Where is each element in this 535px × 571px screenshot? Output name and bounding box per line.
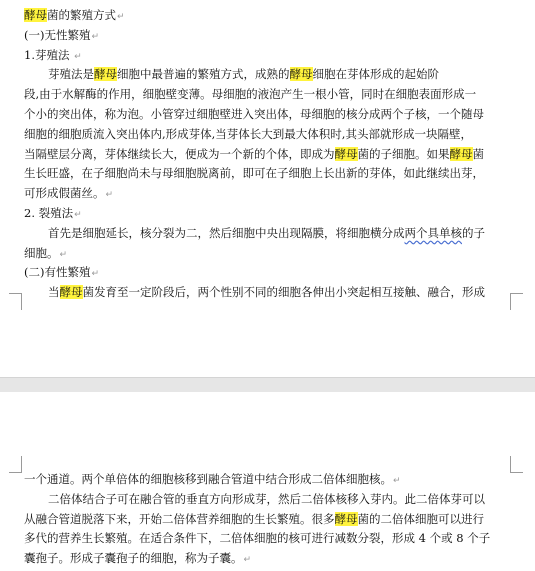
budding-line-4	[24, 125, 512, 145]
document-title	[24, 6, 512, 26]
p2-line-1	[24, 470, 512, 490]
grammar-underline-text[interactable]: 两个具单核	[404, 225, 462, 240]
highlight-yeast: 酵母	[334, 146, 358, 161]
text-run: 菌发育至一定阶段后，两个性别不同的细胞各伸出小突起相互接触、融合，形成	[82, 285, 485, 300]
budding-line-7	[24, 184, 512, 204]
budding-line-6	[24, 164, 512, 184]
text-run: 多代的营养生长繁殖。在适合条件下，二倍体细胞的核可进行减数分裂，形成 4 个或 8 个子	[24, 531, 491, 546]
paragraph-mark: ↵	[59, 249, 68, 260]
text-run: 囊孢子。形成子囊孢子的细胞，称为子囊。	[24, 551, 243, 566]
heading-fission	[24, 204, 512, 224]
p2-line-3	[24, 510, 512, 530]
paragraph-mark: ↵	[91, 269, 100, 280]
text-run: 生长旺盛，在子细胞尚未与母细胞脱离前，即可在子细胞上长出新的芽体，如此继续出芽，	[24, 166, 484, 181]
section-label: (一)无性繁殖	[24, 27, 91, 42]
budding-line-3	[24, 105, 512, 125]
heading-label: 1.芽殖法	[24, 47, 70, 62]
p2-line-5	[24, 549, 512, 569]
p2-line-4	[24, 529, 512, 549]
text-run: 细胞。	[24, 245, 59, 260]
fission-line-1	[24, 224, 512, 244]
section-label: (二)有性繁殖	[24, 265, 91, 280]
text-run: 当隔壁层分离，芽体继续长大，便成为一个新的个体，即成为	[24, 146, 335, 161]
highlight-yeast: 酵母	[24, 8, 47, 22]
budding-line-5	[24, 145, 512, 165]
paragraph-mark: ↵	[74, 209, 82, 220]
page-1-text[interactable]	[24, 6, 512, 303]
section-heading-sexual	[24, 263, 512, 283]
budding-line-1	[24, 65, 512, 85]
text-run: 的子	[462, 225, 485, 240]
text-run: 个小的突出体，称为泡。小管穿过细胞壁进入突出体，母细胞的核分成两个子核，一个随母	[24, 106, 484, 121]
text-run: 二倍体结合子可在融合管的垂直方向形成芽，然后二倍体核移入芽内。此二倍体芽可以	[48, 491, 485, 506]
heading-budding	[24, 46, 512, 66]
page-gap	[0, 377, 535, 393]
paragraph-mark: ↵	[393, 476, 401, 486]
highlight-yeast: 酵母	[289, 67, 313, 82]
text-run: 当	[48, 285, 60, 300]
fission-line-2	[24, 244, 512, 264]
highlight-yeast: 酵母	[94, 67, 117, 82]
paragraph-mark: ↵	[117, 12, 125, 22]
sexual-line-1	[24, 283, 512, 303]
heading-label: 2. 裂殖法	[24, 205, 74, 220]
page-2-text[interactable]	[24, 470, 512, 569]
text-run: 可形成假菌丝。	[24, 186, 105, 201]
paragraph-mark: ↵	[74, 51, 82, 62]
text-run: 从融合管道脱落下来，开始二倍体营养细胞的生长繁殖。很多	[24, 511, 335, 526]
highlight-yeast: 酵母	[334, 511, 358, 526]
highlight-yeast: 酵母	[449, 146, 473, 161]
text-run: 细胞在芽体形成的起始阶	[312, 67, 439, 82]
paragraph-mark: ↵	[91, 31, 100, 42]
page-corner-marker	[9, 456, 22, 473]
paragraph-mark: ↵	[243, 555, 252, 566]
paragraph-mark: ↵	[105, 190, 114, 201]
text-run: 菌	[472, 146, 484, 161]
text-run: 菌的二倍体细胞可以进行	[357, 511, 484, 526]
text-run: 一个通道。两个单倍体的细胞核移到融合管道中结合形成二倍体细胞核。	[24, 472, 392, 486]
text-run: 段,由于水解酶的作用，细胞壁变薄。母细胞的液泡产生一根小管，同时在细胞表面形成一	[24, 87, 477, 102]
budding-line-2	[24, 85, 512, 105]
title-rest: 菌的繁殖方式	[47, 8, 116, 22]
text-run: 首先是细胞延长，核分裂为二，然后细胞中央出现隔膜，将细胞横分成	[48, 225, 405, 240]
page-corner-marker	[9, 293, 22, 310]
p2-line-2	[24, 490, 512, 510]
section-heading-asexual	[24, 26, 512, 46]
text-run: 细胞中最普遍的繁殖方式，成熟的	[117, 67, 290, 82]
text-run: 细胞的细胞质流入突出体内,形成芽体,当芽体长大到最大体积时,其头部就形成一块隔壁，	[24, 126, 472, 141]
text-run: 芽殖法是	[48, 67, 94, 82]
text-run: 菌的子细胞。如果	[357, 146, 450, 161]
highlight-yeast: 酵母	[59, 285, 83, 300]
